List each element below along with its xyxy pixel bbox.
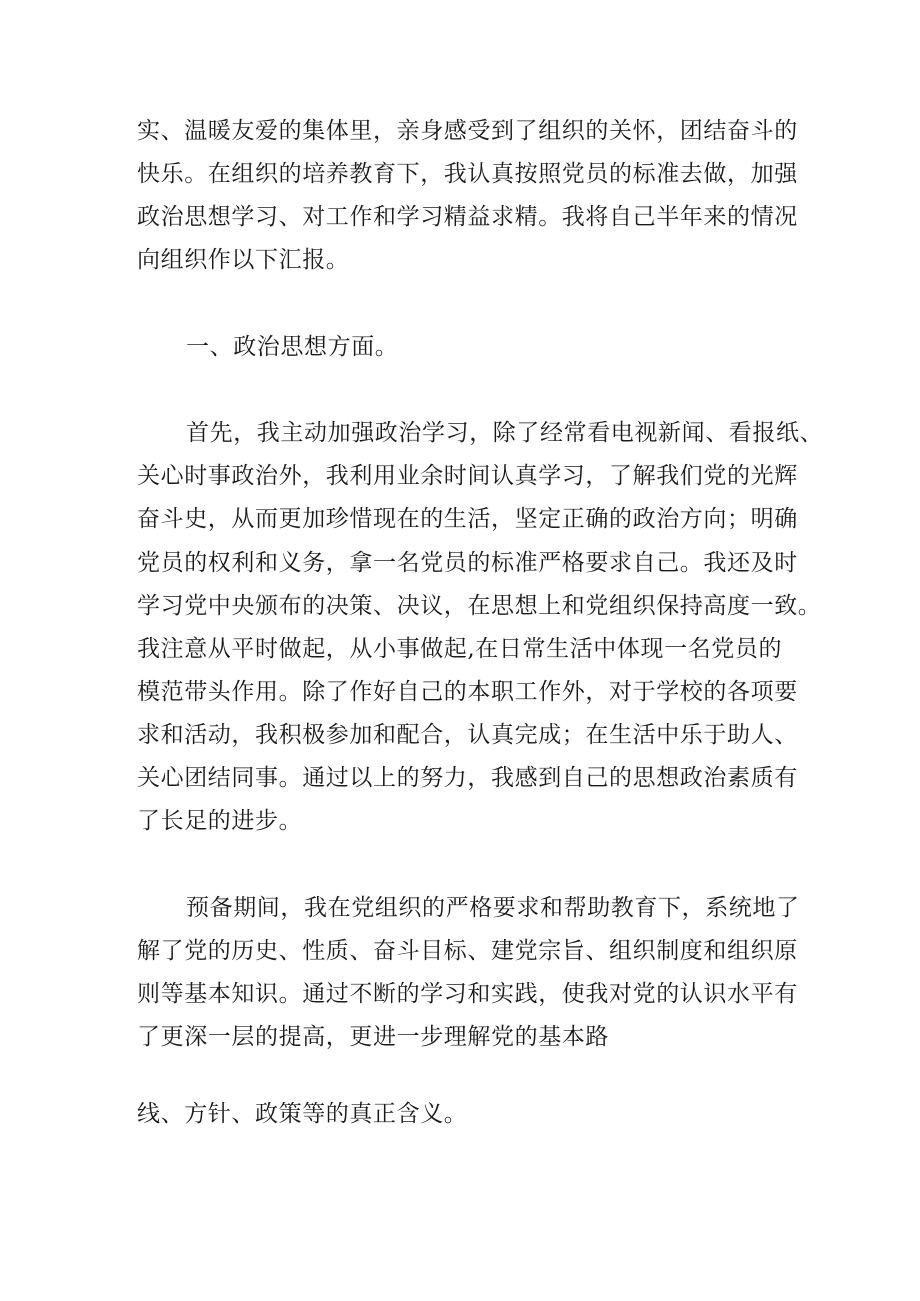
paragraph-2-line-10: 了长足的进步。 — [137, 808, 303, 834]
paragraph-1-line-3: 政治思想学习、对工作和学习精益求精。我将自己半年来的情况 — [137, 204, 798, 230]
paragraph-1-line-1: 实、温暖友爱的集体里，亲身感受到了组织的关怀，团结奋斗的 — [137, 118, 798, 144]
paragraph-2-line-1: 首先，我主动加强政治学习，除了经常看电视新闻、看报纸、 — [186, 420, 824, 446]
paragraph-2-line-4: 党员的权利和义务，拿一名党员的标准严格要求自己。我还及时 — [137, 550, 798, 576]
paragraph-2-line-2: 关心时事政治外，我利用业余时间认真学习，了解我们党的光辉 — [137, 463, 798, 489]
paragraph-3-line-2: 解了党的历史、性质、奋斗目标、建党宗旨、组织制度和组织原 — [137, 938, 798, 964]
paragraph-3-line-4: 了更深一层的提高，更进一步理解党的基本路 — [137, 1024, 609, 1050]
paragraph-2-line-5: 学习党中央颁布的决策、决议，在思想上和党组织保持高度一致。 — [137, 593, 822, 619]
paragraph-4-line-1: 线、方针、政策等的真正含义。 — [137, 1101, 468, 1127]
paragraph-3-line-3: 则等基本知识。通过不断的学习和实践，使我对党的认识水平有 — [137, 981, 798, 1007]
paragraph-1-line-4: 向组织作以下汇报。 — [137, 247, 350, 273]
paragraph-2-line-7: 模范带头作用。除了作好自己的本职工作外，对于学校的各项要 — [137, 679, 798, 705]
paragraph-2-line-3: 奋斗史，从而更加珍惜现在的生活，坚定正确的政治方向；明确 — [137, 506, 798, 532]
section-heading: 一、政治思想方面。 — [186, 334, 399, 360]
paragraph-3-line-1: 预备期间，我在党组织的严格要求和帮助教育下，系统地了 — [186, 895, 800, 921]
paragraph-2-line-6: 我注意从平时做起，从小事做起,在日常生活中体现一名党员的 — [137, 636, 783, 662]
paragraph-2-line-8: 求和活动，我积极参加和配合，认真完成；在生活中乐于助人、 — [137, 722, 798, 748]
paragraph-2-line-9: 关心团结同事。通过以上的努力，我感到自己的思想政治素质有 — [137, 765, 798, 791]
paragraph-1-line-2: 快乐。在组织的培养教育下，我认真按照党员的标准去做，加强 — [137, 161, 798, 187]
